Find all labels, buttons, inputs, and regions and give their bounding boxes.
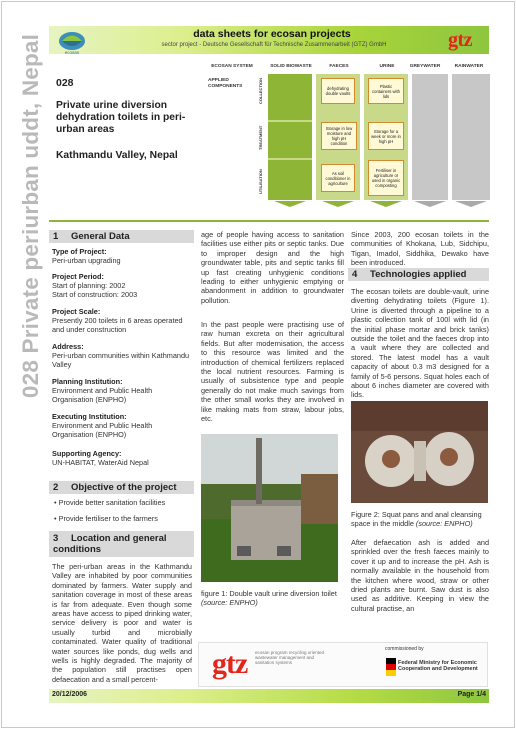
col-faeces: FAECES [329,64,349,69]
section-3-heading: 3 Location and general conditions [49,531,194,557]
arrow-urine [370,201,402,207]
box-faeces-treatment: Storage in low moisture and high pH condition [321,122,357,150]
header-title: data sheets for ecosan projects [193,28,351,40]
period-value-1: Start of planning: 2002 [52,281,126,290]
figure-2-caption: Figure 2: Squat pans and anal cleansing space in the middle (source: ENPHO) [351,510,482,529]
section-2-heading: 2 Objective of the project [49,481,194,494]
col-ecosan-system: ECOSAN SYSTEM [211,64,253,69]
box-faeces-collection: dehydrating double vaults [321,78,355,104]
col-urine: URINE [379,64,395,69]
gtz-logo: gtz [448,29,473,51]
col-bg-greywater [412,74,448,200]
box-faeces-utilisation: As soil conditioner in agriculture [321,164,355,192]
ecosan-logo-text: ecosan [64,50,80,55]
divider-line [49,220,489,222]
right-para-3: After defaecation ash is added and sprinkled over the fresh faeces mainly to cover it up and to increase the pH. Ash is normally available in the household from the kitchen where wood, straw or other dried plants are burnt. Saw dust is also used as additive. Keeping in view the cultural practise, an [351,538,489,613]
federal-eagle-icon [386,658,396,676]
period-value-2: Start of construction: 2003 [52,290,138,299]
scale-label: Project Scale: [52,307,101,316]
cell-solid-treatment [268,122,312,158]
box-urine-collection: Plastic containers with lids [368,78,404,104]
figure-1-photo [201,434,338,582]
objective-bullet-1: • Provide better sanitation facilities [54,498,166,507]
applied-components-label: APPLIED COMPONENTS [208,78,243,89]
col-bg-rainwater [452,74,490,200]
cell-solid-collection [268,74,312,120]
side-title [8,16,54,416]
footer-bar [49,689,489,703]
figure-1-caption: figure 1: Double vault urine diversion toilet (source: ENPHO) [201,589,337,608]
scale-value: Presently 200 toilets in 6 areas operated and under construction [52,316,183,334]
section-4-heading: 4 Technologies applied [348,268,489,281]
executing-label: Executing Institution: [52,412,127,421]
row-collection: COLLECTION [258,78,263,104]
arrow-faeces [322,201,354,207]
row-utilisation: UTILISATION [258,169,263,194]
section-1-heading: 1 General Data [49,230,194,243]
supporting-label: Supporting Agency: [52,449,122,458]
footer-page: Page 1/4 [457,691,486,698]
address-value: Peri-urban communities within Kathmandu Valley [52,351,190,369]
box-urine-utilisation: Fertiliser in agriculture or used in organic composting [368,160,404,196]
supporting-value: UN-HABITAT, WaterAid Nepal [52,458,149,467]
period-label: Project Period: [52,272,104,281]
gtz-footer-text: ecosan program recycling oriented wastewater management and sanitation systems [255,650,325,666]
box-urine-treatment: Storage for a week or more in high pH [368,122,404,150]
arrow-greywater [414,201,446,207]
datasheet-page [1,1,515,728]
planning-label: Planning Institution: [52,377,123,386]
type-value: Peri-urban upgrading [52,256,121,265]
side-title-text: 028 Private periurban uddt, Nepal [18,33,43,399]
project-title: Private urine diversion dehydration toilets in peri-urban areas [56,100,186,136]
ministry-name: Federal Ministry for Economic Cooperation and Development [398,660,478,673]
project-number: 028 [56,77,74,89]
address-label: Address: [52,342,84,351]
middle-para-2: In the past people were practising use of raw human excreta on their agricultural fields. But after modernisation, the access to this resource was limited and the introduction of chemical fertilizers replaced the local nutrient resources. Farming is usually of subsistence type and people generally do not make much savings from the other small works they are involved in like making mats from straw, labour jobs, etc. [201,320,344,424]
middle-para-1: age of people having access to sanitation facilities use either pits or septic tanks. Due to improper design and the high groundwater table, pits and septic tanks fill up fast creating unhygienic conditions leading to either unhygienic emptying or abandonment in addition to groundwater pollution. [201,230,344,305]
arrow-rainwater [455,201,487,207]
cell-solid-utilisation [268,160,312,200]
location-text: The peri-urban areas in the Kathmandu Valley are inhabited by poor communities dominated by farmers. Water supply and sanitation coverage in most of these areas is far from adequate. Even though some areas have access to piped drinking water, service delivery is poor and water is usually turbid and microbially contaminated. Water quality of traditional water sources like ponds, dug wells and wells is highly degraded. The majority of the population still practises open defaecation and a small percent- [52,562,192,684]
col-solid-biowaste: SOLID BIOWASTE [270,64,312,69]
right-para-1: Since 2003, 200 ecosan toilets in the communities of Khokana, Lub, Sidchipu, Tigan, Imadol, Siddhika, Dewako have been introduced. [351,230,489,268]
col-rainwater: RAINWATER [454,64,484,69]
ecosan-system-diagram [206,64,493,211]
executing-value: Environment and Public Health Organisation (ENPHO) [52,421,153,439]
objective-bullet-2: • Provide fertiliser to the farmers [54,514,158,523]
right-para-2: The ecosan toilets are double-vault, urine diverting dehydrating toilets (Figure 1). Urine is diverted through a pipeline to a plastic collection tank of 100l with lid (in the initial phase mortar and brick tanks) outside the toilet and the faeces drop into a vault where they are collected and stored. The latest model has a vault capacity of about 0.3 m3 designed for a family of 5-6 persons. Squat holes each of about 6 inches diameter are covered with lids. [351,287,489,400]
arrow-solid [274,201,306,207]
row-treatment: TREATMENT [258,125,263,150]
header-subtitle: sector project - Deutsche Gesellschaft für Technische Zusammenarbeit (GTZ) GmbH [161,42,387,48]
project-location: Kathmandu Valley, Nepal [56,150,178,161]
ecosan-logo-icon [54,30,90,52]
planning-value: Environment and Public Health Organisation (ENPHO) [52,386,153,404]
type-label: Type of Project: [52,247,107,256]
figure-2-photo [351,401,488,503]
commissioned-label: commissioned by [385,646,424,652]
gtz-footer-logo: gtz [212,647,248,680]
col-greywater: GREYWATER [409,64,441,69]
footer-date: 20/12/2006 [52,691,88,698]
